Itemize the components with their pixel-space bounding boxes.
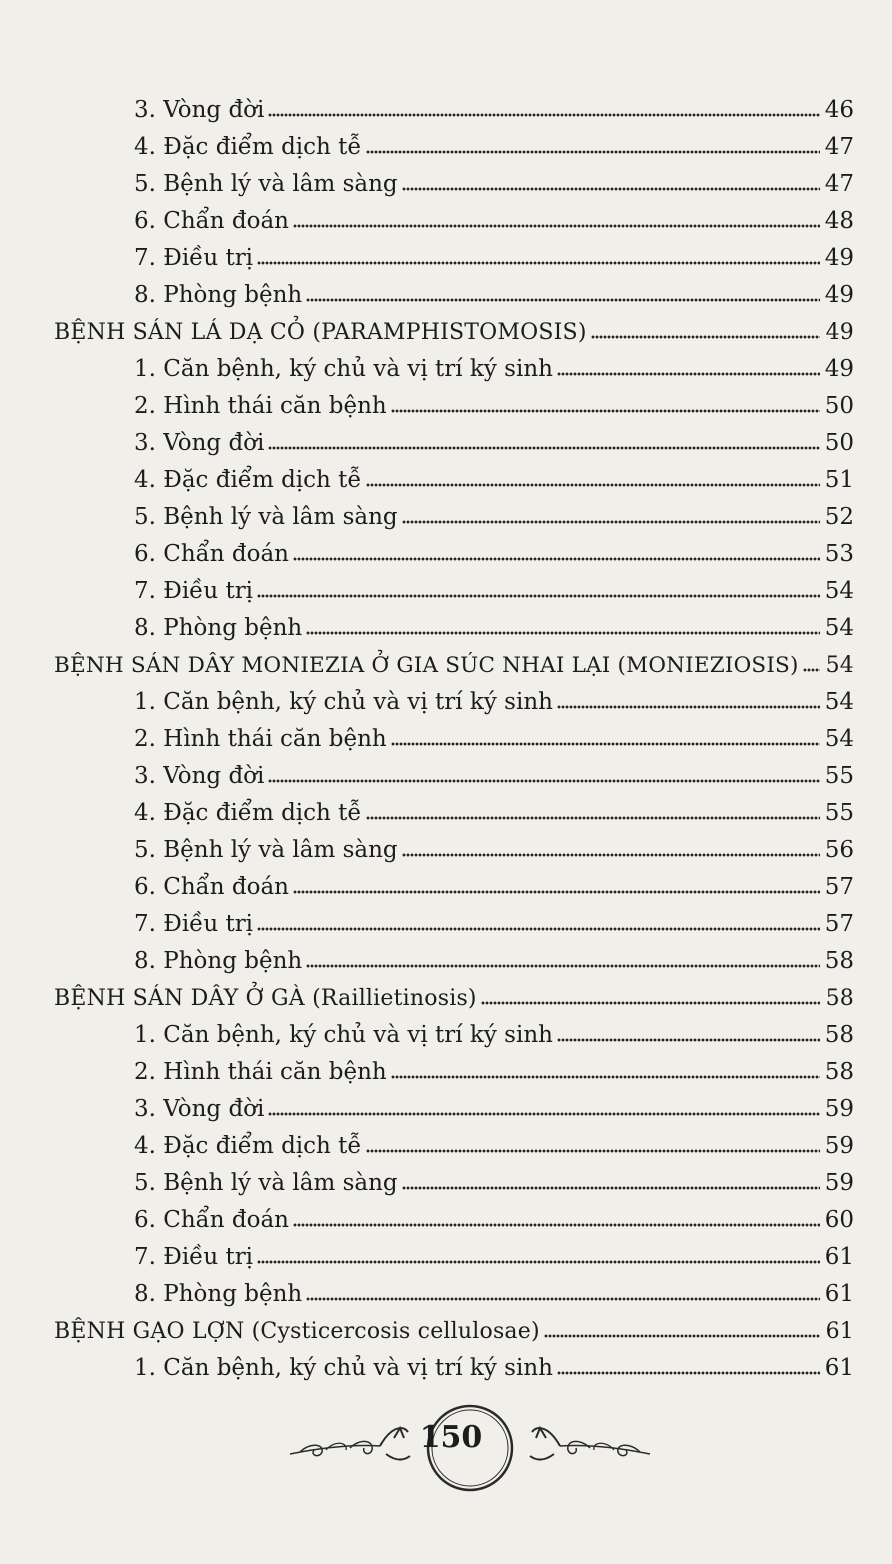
- toc-entry-title: BỆNH SÁN DÂY Ở GÀ (Raillietinosis): [54, 986, 477, 1011]
- toc-entry-title: 4. Đặc điểm dịch tễ: [134, 467, 362, 493]
- toc-chapter-entry: [54, 647, 854, 684]
- toc-entry-page: 58: [824, 1059, 854, 1085]
- toc-entry-page: 54: [824, 726, 854, 752]
- dot-leader: [293, 890, 820, 894]
- dot-leader: [293, 224, 820, 228]
- toc-entry-page: 49: [824, 282, 854, 308]
- toc-entry-title: 7. Điều trị: [134, 911, 254, 937]
- toc-entry-title: 2. Hình thái căn bệnh: [134, 393, 387, 419]
- toc-entry-page: 54: [825, 653, 854, 678]
- dot-leader: [293, 1223, 820, 1227]
- toc-entry-title: BỆNH GẠO LỢN (Cysticercosis cellulosae): [54, 1319, 540, 1344]
- page-footer-ornament: [290, 1398, 650, 1498]
- toc-entry-page: 55: [824, 763, 854, 789]
- toc-entry-page: 49: [824, 245, 854, 271]
- table-of-contents: [54, 92, 854, 1387]
- dot-leader: [557, 372, 820, 376]
- toc-entry-title: 6. Chẩn đoán: [134, 208, 289, 234]
- toc-section-entry: [54, 351, 854, 388]
- toc-entry-page: 51: [824, 467, 854, 493]
- toc-section-entry: [54, 573, 854, 610]
- dot-leader: [293, 557, 820, 561]
- toc-entry-title: 1. Căn bệnh, ký chủ và vị trí ký sinh: [134, 1022, 553, 1048]
- dot-leader: [257, 927, 820, 931]
- toc-section-entry: [54, 795, 854, 832]
- toc-chapter-entry: [54, 980, 854, 1017]
- dot-leader: [366, 483, 820, 487]
- toc-entry-page: 54: [824, 578, 854, 604]
- toc-entry-page: 58: [825, 986, 854, 1011]
- toc-section-entry: [54, 869, 854, 906]
- dot-leader: [306, 631, 820, 635]
- dot-leader: [366, 816, 820, 820]
- toc-entry-page: 50: [824, 430, 854, 456]
- toc-entry-page: 46: [824, 97, 854, 123]
- dot-leader: [257, 1260, 820, 1264]
- toc-section-entry: [54, 536, 854, 573]
- toc-entry-title: 5. Bệnh lý và lâm sàng: [134, 171, 398, 197]
- toc-entry-title: 2. Hình thái căn bệnh: [134, 1059, 387, 1085]
- toc-entry-page: 61: [824, 1281, 854, 1307]
- toc-section-entry: [54, 92, 854, 129]
- dot-leader: [268, 113, 820, 117]
- toc-entry-page: 57: [824, 874, 854, 900]
- toc-section-entry: [54, 1128, 854, 1165]
- toc-section-entry: [54, 240, 854, 277]
- toc-chapter-entry: [54, 1313, 854, 1350]
- toc-entry-page: 60: [824, 1207, 854, 1233]
- dot-leader: [268, 1112, 820, 1116]
- toc-entry-page: 54: [824, 689, 854, 715]
- toc-entry-page: 55: [824, 800, 854, 826]
- dot-leader: [257, 261, 820, 265]
- toc-entry-title: 1. Căn bệnh, ký chủ và vị trí ký sinh: [134, 689, 553, 715]
- toc-entry-page: 59: [824, 1133, 854, 1159]
- dot-leader: [366, 1149, 820, 1153]
- toc-entry-title: 3. Vòng đời: [134, 763, 265, 789]
- toc-section-entry: [54, 610, 854, 647]
- toc-section-entry: [54, 684, 854, 721]
- toc-entry-title: 5. Bệnh lý và lâm sàng: [134, 837, 398, 863]
- toc-section-entry: [54, 425, 854, 462]
- toc-entry-title: 4. Đặc điểm dịch tễ: [134, 800, 362, 826]
- dot-leader: [268, 446, 820, 450]
- toc-entry-title: 6. Chẩn đoán: [134, 874, 289, 900]
- dot-leader: [268, 779, 820, 783]
- toc-entry-page: 59: [824, 1170, 854, 1196]
- toc-section-entry: [54, 1239, 854, 1276]
- dot-leader: [402, 187, 820, 191]
- toc-section-entry: [54, 832, 854, 869]
- toc-entry-title: BỆNH SÁN LÁ DẠ CỎ (PARAMPHISTOMOSIS): [54, 320, 587, 345]
- toc-entry-title: 4. Đặc điểm dịch tễ: [134, 1133, 362, 1159]
- toc-entry-title: 7. Điều trị: [134, 578, 254, 604]
- toc-section-entry: [54, 758, 854, 795]
- dot-leader: [366, 150, 820, 154]
- dot-leader: [557, 1371, 820, 1375]
- dot-leader: [557, 1038, 820, 1042]
- toc-entry-title: 7. Điều trị: [134, 1244, 254, 1270]
- toc-entry-title: 6. Chẩn đoán: [134, 1207, 289, 1233]
- dot-leader: [391, 409, 820, 413]
- toc-entry-page: 50: [824, 393, 854, 419]
- toc-entry-title: 2. Hình thái căn bệnh: [134, 726, 387, 752]
- dot-leader: [402, 520, 820, 524]
- toc-entry-page: 47: [824, 171, 854, 197]
- toc-entry-title: 1. Căn bệnh, ký chủ và vị trí ký sinh: [134, 356, 553, 382]
- toc-section-entry: [54, 943, 854, 980]
- toc-section-entry: [54, 277, 854, 314]
- toc-section-entry: [54, 1276, 854, 1313]
- toc-entry-page: 58: [824, 948, 854, 974]
- toc-entry-title: 4. Đặc điểm dịch tễ: [134, 134, 362, 160]
- toc-entry-title: 5. Bệnh lý và lâm sàng: [134, 504, 398, 530]
- toc-entry-page: 61: [824, 1244, 854, 1270]
- toc-entry-page: 61: [824, 1355, 854, 1381]
- toc-entry-title: 5. Bệnh lý và lâm sàng: [134, 1170, 398, 1196]
- toc-entry-page: 53: [824, 541, 854, 567]
- toc-entry-page: 48: [824, 208, 854, 234]
- toc-section-entry: [54, 203, 854, 240]
- dot-leader: [544, 1334, 820, 1338]
- dot-leader: [402, 853, 820, 857]
- toc-entry-page: 59: [824, 1096, 854, 1122]
- dot-leader: [557, 705, 820, 709]
- toc-entry-title: 6. Chẩn đoán: [134, 541, 289, 567]
- toc-section-entry: [54, 721, 854, 758]
- dot-leader: [391, 1075, 820, 1079]
- toc-entry-page: 61: [825, 1319, 854, 1344]
- toc-entry-title: 3. Vòng đời: [134, 1096, 265, 1122]
- toc-section-entry: [54, 1017, 854, 1054]
- toc-section-entry: [54, 129, 854, 166]
- toc-entry-title: 8. Phòng bệnh: [134, 282, 303, 308]
- toc-section-entry: [54, 1202, 854, 1239]
- toc-entry-page: 57: [824, 911, 854, 937]
- toc-chapter-entry: [54, 314, 854, 351]
- dot-leader: [402, 1186, 820, 1190]
- toc-entry-page: 49: [825, 320, 854, 345]
- toc-entry-title: 3. Vòng đời: [134, 430, 265, 456]
- toc-section-entry: [54, 499, 854, 536]
- toc-section-entry: [54, 388, 854, 425]
- toc-entry-page: 52: [824, 504, 854, 530]
- toc-entry-title: 3. Vòng đời: [134, 97, 265, 123]
- toc-section-entry: [54, 906, 854, 943]
- toc-entry-title: 8. Phòng bệnh: [134, 615, 303, 641]
- dot-leader: [306, 1297, 820, 1301]
- dot-leader: [306, 964, 820, 968]
- dot-leader: [591, 335, 820, 339]
- dot-leader: [306, 298, 820, 302]
- toc-section-entry: [54, 166, 854, 203]
- page-number: 150: [419, 1420, 483, 1455]
- dot-leader: [391, 742, 820, 746]
- toc-entry-page: 49: [824, 356, 854, 382]
- toc-entry-title: 7. Điều trị: [134, 245, 254, 271]
- toc-entry-page: 54: [824, 615, 854, 641]
- toc-entry-title: BỆNH SÁN DÂY MONIEZIA Ở GIA SÚC NHAI LẠI (MONIEZIOSIS): [54, 653, 799, 678]
- toc-entry-page: 58: [824, 1022, 854, 1048]
- dot-leader: [803, 668, 820, 672]
- toc-section-entry: [54, 1054, 854, 1091]
- toc-section-entry: [54, 1350, 854, 1387]
- toc-entry-page: 47: [824, 134, 854, 160]
- toc-entry-title: 8. Phòng bệnh: [134, 1281, 303, 1307]
- dot-leader: [481, 1001, 820, 1005]
- dot-leader: [257, 594, 820, 598]
- toc-entry-page: 56: [824, 837, 854, 863]
- toc-section-entry: [54, 1165, 854, 1202]
- toc-entry-title: 8. Phòng bệnh: [134, 948, 303, 974]
- toc-section-entry: [54, 1091, 854, 1128]
- toc-section-entry: [54, 462, 854, 499]
- toc-entry-title: 1. Căn bệnh, ký chủ và vị trí ký sinh: [134, 1355, 553, 1381]
